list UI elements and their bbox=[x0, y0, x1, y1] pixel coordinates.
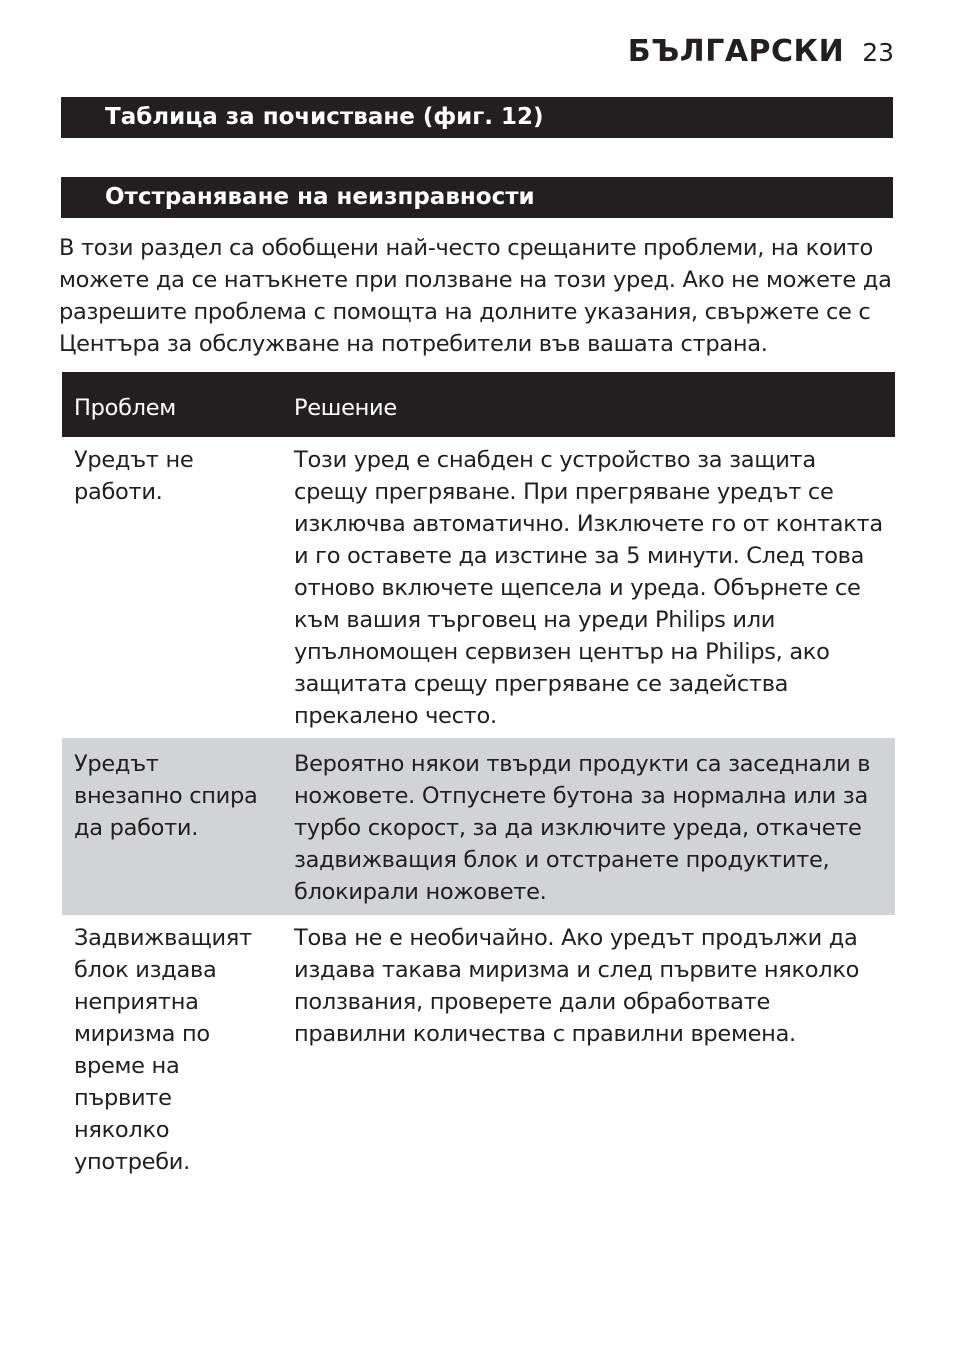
solution-cell: Това не е необичайно. Ако уредът продължи да издава такава миризма и след първите няколко ползвания, проверете дали обработвате правилни количества с правилни времена. bbox=[294, 925, 860, 1047]
table-row bbox=[62, 738, 895, 915]
page-header bbox=[628, 34, 894, 69]
language-title: БЪЛГАРСКИ bbox=[627, 34, 845, 69]
troubleshooting-table bbox=[62, 372, 895, 1184]
table-row bbox=[62, 437, 895, 738]
section-heading-troubleshooting: Отстраняване на неизправности bbox=[61, 177, 893, 218]
table-header-row bbox=[62, 372, 895, 437]
table-row bbox=[62, 915, 895, 1184]
problem-cell: Задвижващият блок издава неприятна миризма по време на първите няколко употреби. bbox=[74, 925, 252, 1175]
header-solution: Решение bbox=[282, 372, 895, 437]
problem-cell: Уредът не работи. bbox=[74, 447, 194, 505]
solution-cell: Вероятно някои твърди продукти са заседнали в ножовете. Отпуснете бутона за нормална или за турбо скорост, за да изключите уреда, откачете задвижващия блок и отстранете продуктите, блокирали ножовете. bbox=[282, 738, 895, 915]
section-heading-cleaning-table: Таблица за почистване (фиг. 12) bbox=[61, 97, 893, 138]
intro-paragraph: В този раздел са обобщени най-често срещаните проблеми, на които можете да се натъкнете при ползване на този уред. Ако не можете да разрешите проблема с помощта на долните указания, свържете се с Центъра за обслужване на потребители във вашата страна. bbox=[59, 235, 892, 357]
page-number: 23 bbox=[862, 38, 894, 67]
solution-cell: Този уред е снабден с устройство за защита срещу прегряване. При прегряване уредът се изключва автоматично. Изключете го от контакта и го оставете да изстине за 5 минути. След това отново включете щепсела и уреда. Обърнете се към вашия търговец на уреди Philips или упълномощен сервизен център на Philips, ако защитата срещу прегряване се задейства прекалено често. bbox=[294, 447, 883, 729]
header-problem: Проблем bbox=[62, 372, 282, 437]
problem-cell: Уредът внезапно спира да работи. bbox=[62, 738, 282, 915]
